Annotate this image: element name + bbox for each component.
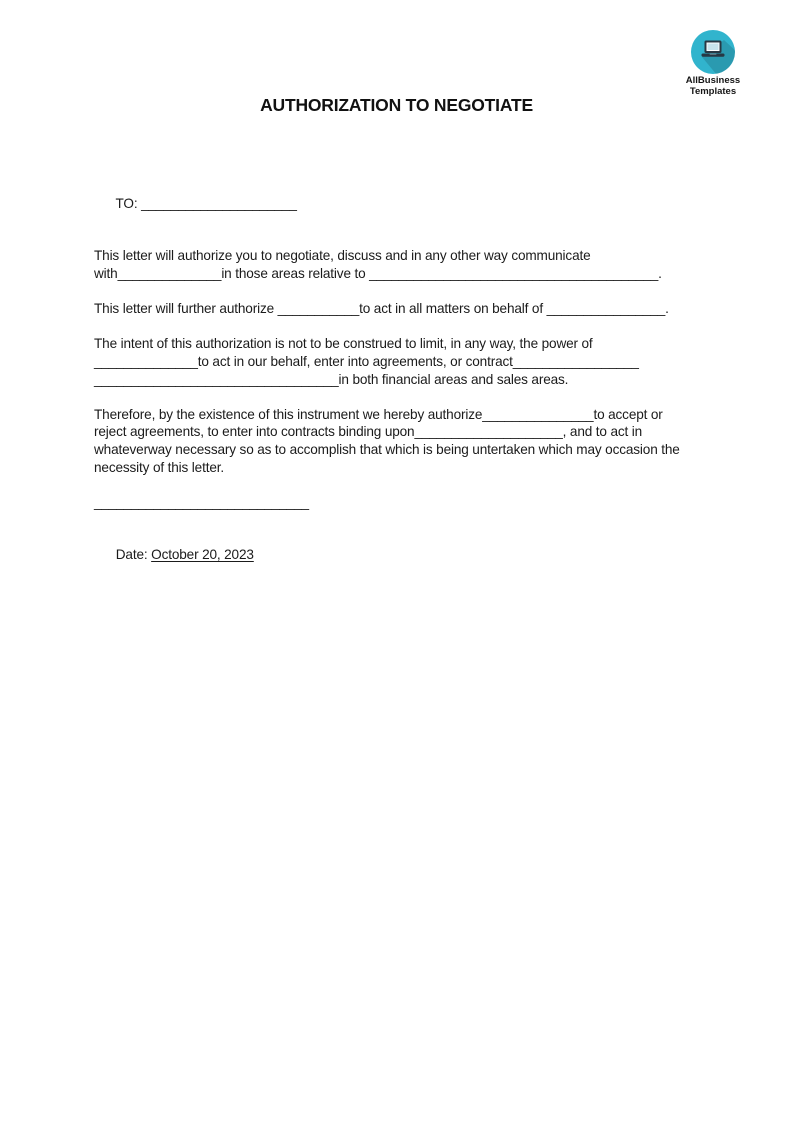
letter-body [94, 177, 734, 582]
paragraph-line: ______________to act in our behalf, enter into agreements, or contract_________________ [94, 353, 639, 369]
date-value: October 20, 2023 [151, 547, 254, 563]
paragraph-3 [94, 335, 734, 388]
paragraph-line: _________________________________in both financial areas and sales areas. [94, 371, 569, 387]
paragraph-2 [94, 300, 734, 318]
brand-name-line1: AllBusiness [685, 75, 741, 86]
paragraph-line: This letter will further authorize ___________to act in all matters on behalf of ________________. [94, 301, 669, 317]
paragraph-1 [94, 247, 734, 282]
paragraph-line: The intent of this authorization is not to be construed to limit, in any way, the power of [94, 336, 593, 352]
paragraph-4 [94, 406, 734, 476]
paragraph-line: Therefore, by the existence of this instrument we hereby authorize_______________to accept or [94, 406, 663, 422]
date-label: Date: [115, 547, 152, 563]
to-line [94, 177, 734, 230]
paragraph-line: necessity of this letter. [94, 459, 224, 475]
document-title: AUTHORIZATION TO NEGOTIATE [260, 95, 533, 115]
brand-name-line2: Templates [689, 86, 737, 97]
paragraph-line: whateverway necessary so as to accomplish that which is being untertaken which may occasion the [94, 441, 680, 457]
date-line [94, 529, 734, 582]
paragraph-line: with______________in those areas relative to _______________________________________. [94, 265, 662, 281]
signature-line: _____________________________ [94, 494, 309, 510]
paragraph-line: reject agreements, to enter into contracts binding upon____________________, and to act in [94, 424, 643, 440]
brand-logo [663, 30, 763, 97]
to-label: TO: [115, 195, 142, 211]
to-blank: _____________________ [141, 195, 297, 211]
laptop-icon [691, 30, 735, 74]
paragraph-line: This letter will authorize you to negotiate, discuss and in any other way communicate [94, 248, 591, 264]
